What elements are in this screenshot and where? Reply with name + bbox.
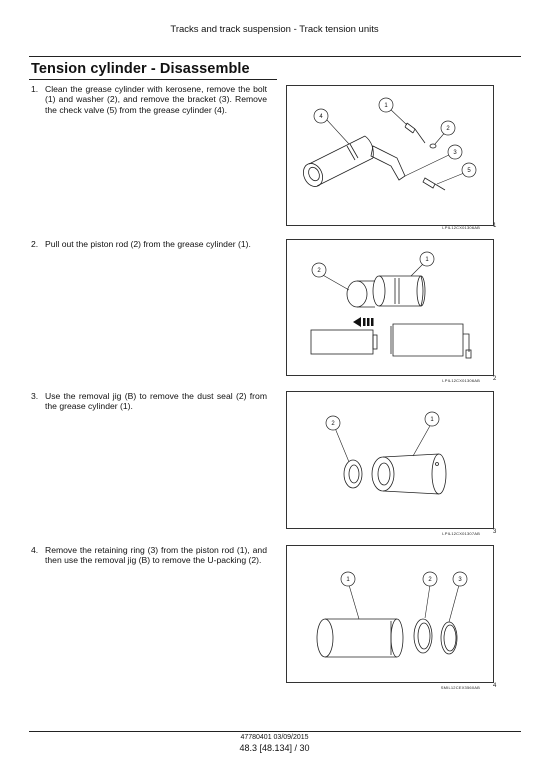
step-2 (31, 239, 267, 249)
callout-2: 2 (317, 268, 321, 274)
footer-page-ref: 48.3 [48.134] / 30 (239, 743, 310, 753)
figure-3-code: LPIL12CX01307AB (442, 531, 480, 536)
callout-3: 3 (453, 150, 457, 156)
callout-1: 1 (425, 257, 429, 263)
step-4 (31, 545, 267, 566)
figure-1-illustration (287, 86, 495, 227)
step-text: Pull out the piston rod (2) from the grease cylinder (1). (45, 239, 251, 249)
callout-1: 1 (430, 417, 434, 423)
figure-1-code: LPIL12CX01306AB (442, 225, 480, 230)
callout-2: 2 (446, 126, 450, 132)
figure-4-illustration (287, 546, 495, 684)
figure-2-number: 2 (493, 376, 497, 382)
step-number: 1. (31, 84, 39, 94)
callout-1: 1 (384, 103, 388, 109)
callout-2: 2 (428, 577, 432, 583)
running-header: Tracks and track suspension - Track tension units (170, 24, 379, 35)
figure-4-number: 4 (493, 683, 497, 689)
page-title: Tension cylinder - Disassemble (31, 61, 250, 77)
step-3 (31, 391, 267, 412)
figure-4-code: SMIL12CEX3560AB (440, 685, 480, 690)
title-rule-top (29, 56, 521, 57)
figure-1-number: 1 (493, 223, 497, 229)
figure-2-box (286, 239, 494, 376)
step-number: 3. (31, 391, 39, 401)
step-1 (31, 84, 267, 115)
step-text: Remove the retaining ring (3) from the piston rod (1), and then use the removal jig (B) to remove the U-packing (2). (45, 545, 267, 566)
footer-doc-ref: 47780401 03/09/2015 (240, 734, 309, 741)
figure-3-illustration (287, 392, 495, 530)
callout-5: 5 (467, 168, 471, 174)
footer-rule (29, 731, 521, 732)
figure-2-code: LPIL12CX01306AB (442, 378, 480, 383)
step-text: Use the removal jig (B) to remove the dust seal (2) from the grease cylinder (1). (45, 391, 267, 412)
figure-1-box (286, 85, 494, 226)
figure-2-illustration (287, 240, 495, 377)
step-text: Clean the grease cylinder with kerosene, remove the bolt (1) and washer (2), and remove the bracket (3). Remove the check valve (5) from the grease cylinder (4). (45, 84, 267, 115)
figure-3-number: 3 (493, 529, 497, 535)
step-number: 2. (31, 239, 39, 249)
callout-3: 3 (458, 577, 462, 583)
step-number: 4. (31, 545, 39, 555)
figure-3-box (286, 391, 494, 529)
title-rule-bottom (29, 79, 277, 80)
callout-1: 1 (346, 577, 350, 583)
figure-4-box (286, 545, 494, 683)
callout-2: 2 (331, 421, 335, 427)
callout-4: 4 (319, 114, 323, 120)
